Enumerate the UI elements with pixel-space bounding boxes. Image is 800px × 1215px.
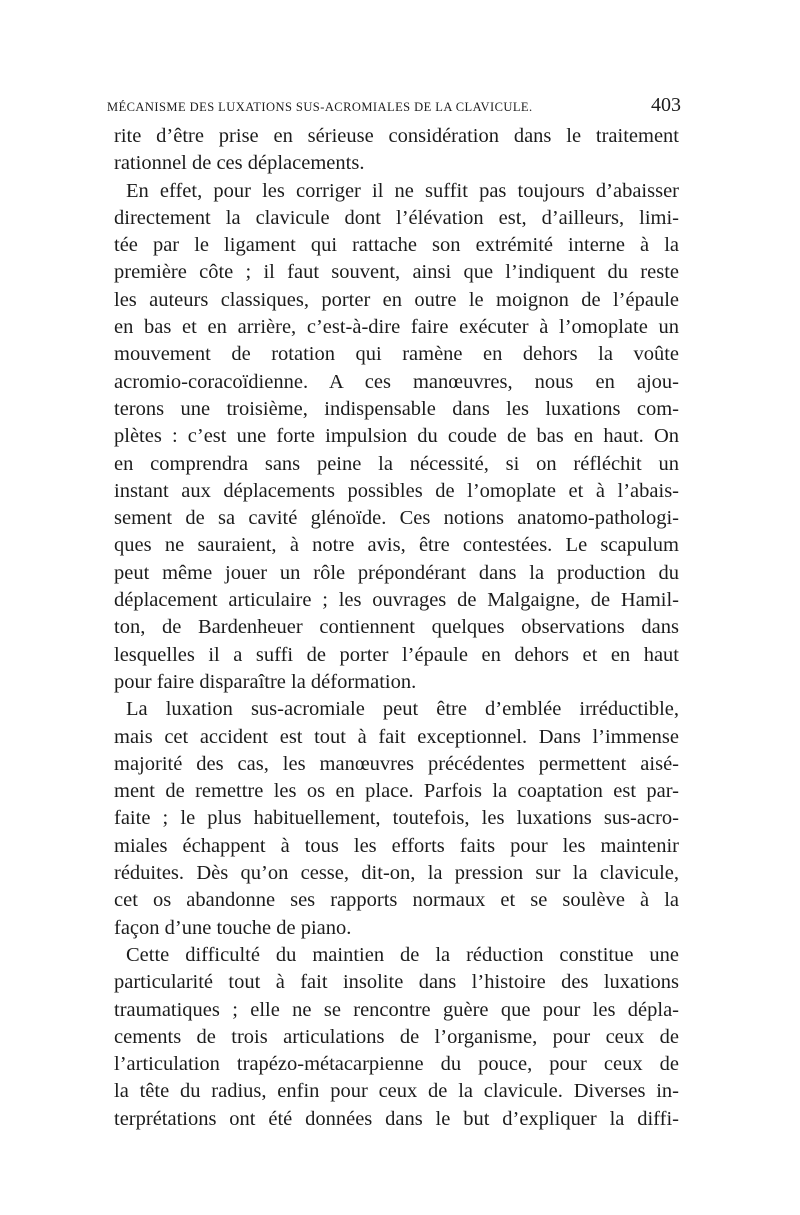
text-line: les auteurs classiques, porter en outre le moignon de l’épaule bbox=[114, 288, 679, 311]
text-line: lesquelles il a suffi de porter l’épaule en dehors et en haut bbox=[114, 643, 679, 666]
text-line: tée par le ligament qui rattache son extrémité interne à la bbox=[114, 234, 679, 257]
text-line: rite d’être prise en sérieuse considération dans le traitement bbox=[114, 125, 679, 147]
text-line: majorité des cas, les manœuvres précédentes permettent aisé- bbox=[114, 752, 679, 775]
text-line: acromio-coracoïdienne. A ces manœuvres, nous en ajou- bbox=[114, 370, 679, 393]
text-line: l’articulation trapézo-métacarpienne du pouce, pour ceux de bbox=[114, 1053, 679, 1076]
text-line: rationnel de ces déplacements. bbox=[114, 152, 365, 175]
text-line: particularité tout à fait insolite dans l’histoire des luxations bbox=[114, 971, 679, 994]
text-line: terons une troisième, indispensable dans les luxations com- bbox=[114, 397, 679, 420]
text-line: terprétations ont été données dans le but d’expliquer la diffi- bbox=[114, 1107, 679, 1130]
text-line: la tête du radius, enfin pour ceux de la clavicule. Diverses in- bbox=[114, 1080, 679, 1103]
text-line: En effet, pour les corriger il ne suffit pas toujours d’abaisser bbox=[126, 179, 679, 202]
text-line: première côte ; il faut souvent, ainsi que l’indiquent du reste bbox=[114, 261, 679, 284]
text-line: directement la clavicule dont l’élévation est, d’ailleurs, limi- bbox=[114, 206, 679, 229]
text-line: mouvement de rotation qui ramène en dehors la voûte bbox=[114, 343, 679, 366]
text-line: cet os abandonne ses rapports normaux et se soulève à la bbox=[114, 889, 679, 912]
text-line: Cette difficulté du maintien de la réduction constitue une bbox=[126, 943, 679, 966]
text-line: façon d’une touche de piano. bbox=[114, 916, 352, 939]
text-line: ment de remettre les os en place. Parfois la coaptation est par- bbox=[114, 780, 679, 803]
text-line: cements de trois articulations de l’organisme, pour ceux de bbox=[114, 1025, 679, 1048]
text-line: déplacement articulaire ; les ouvrages de Malgaigne, de Hamil- bbox=[114, 589, 679, 612]
text-line: traumatiques ; elle ne se rencontre guère que pour les dépla- bbox=[114, 998, 679, 1021]
running-title: MÉCANISME DES LUXATIONS SUS-ACROMIALES DE LA CLAVICULE. bbox=[107, 100, 533, 114]
page-number: 403 bbox=[651, 94, 681, 116]
text-line: en comprendra sans peine la nécessité, si on réfléchit un bbox=[114, 452, 679, 475]
running-head bbox=[107, 94, 681, 120]
text-line: faite ; le plus habituellement, toutefois, les luxations sus-acro- bbox=[114, 807, 679, 830]
body-text bbox=[114, 123, 679, 1133]
text-line: en bas et en arrière, c’est-à-dire faire exécuter à l’omoplate un bbox=[114, 316, 679, 339]
text-line: mais cet accident est tout à fait exceptionnel. Dans l’immense bbox=[114, 725, 679, 748]
text-line: peut même jouer un rôle prépondérant dans la production du bbox=[114, 561, 679, 584]
text-line: La luxation sus-acromiale peut être d’emblée irréductible, bbox=[126, 698, 679, 721]
text-line: ques ne sauraient, à notre avis, être contestées. Le scapulum bbox=[114, 534, 679, 557]
text-line: plètes : c’est une forte impulsion du coude de bas en haut. On bbox=[114, 425, 679, 448]
text-line: pour faire disparaître la déformation. bbox=[114, 670, 417, 693]
text-line: ton, de Bardenheuer contiennent quelques observations dans bbox=[114, 616, 679, 639]
text-line: miales échappent à tous les efforts faits pour les maintenir bbox=[114, 834, 679, 857]
text-line: sement de sa cavité glénoïde. Ces notions anatomo-pathologi- bbox=[114, 507, 679, 530]
text-line: instant aux déplacements possibles de l’omoplate et à l’abais- bbox=[114, 479, 679, 502]
text-line: réduites. Dès qu’on cesse, dit-on, la pression sur la clavicule, bbox=[114, 862, 679, 885]
